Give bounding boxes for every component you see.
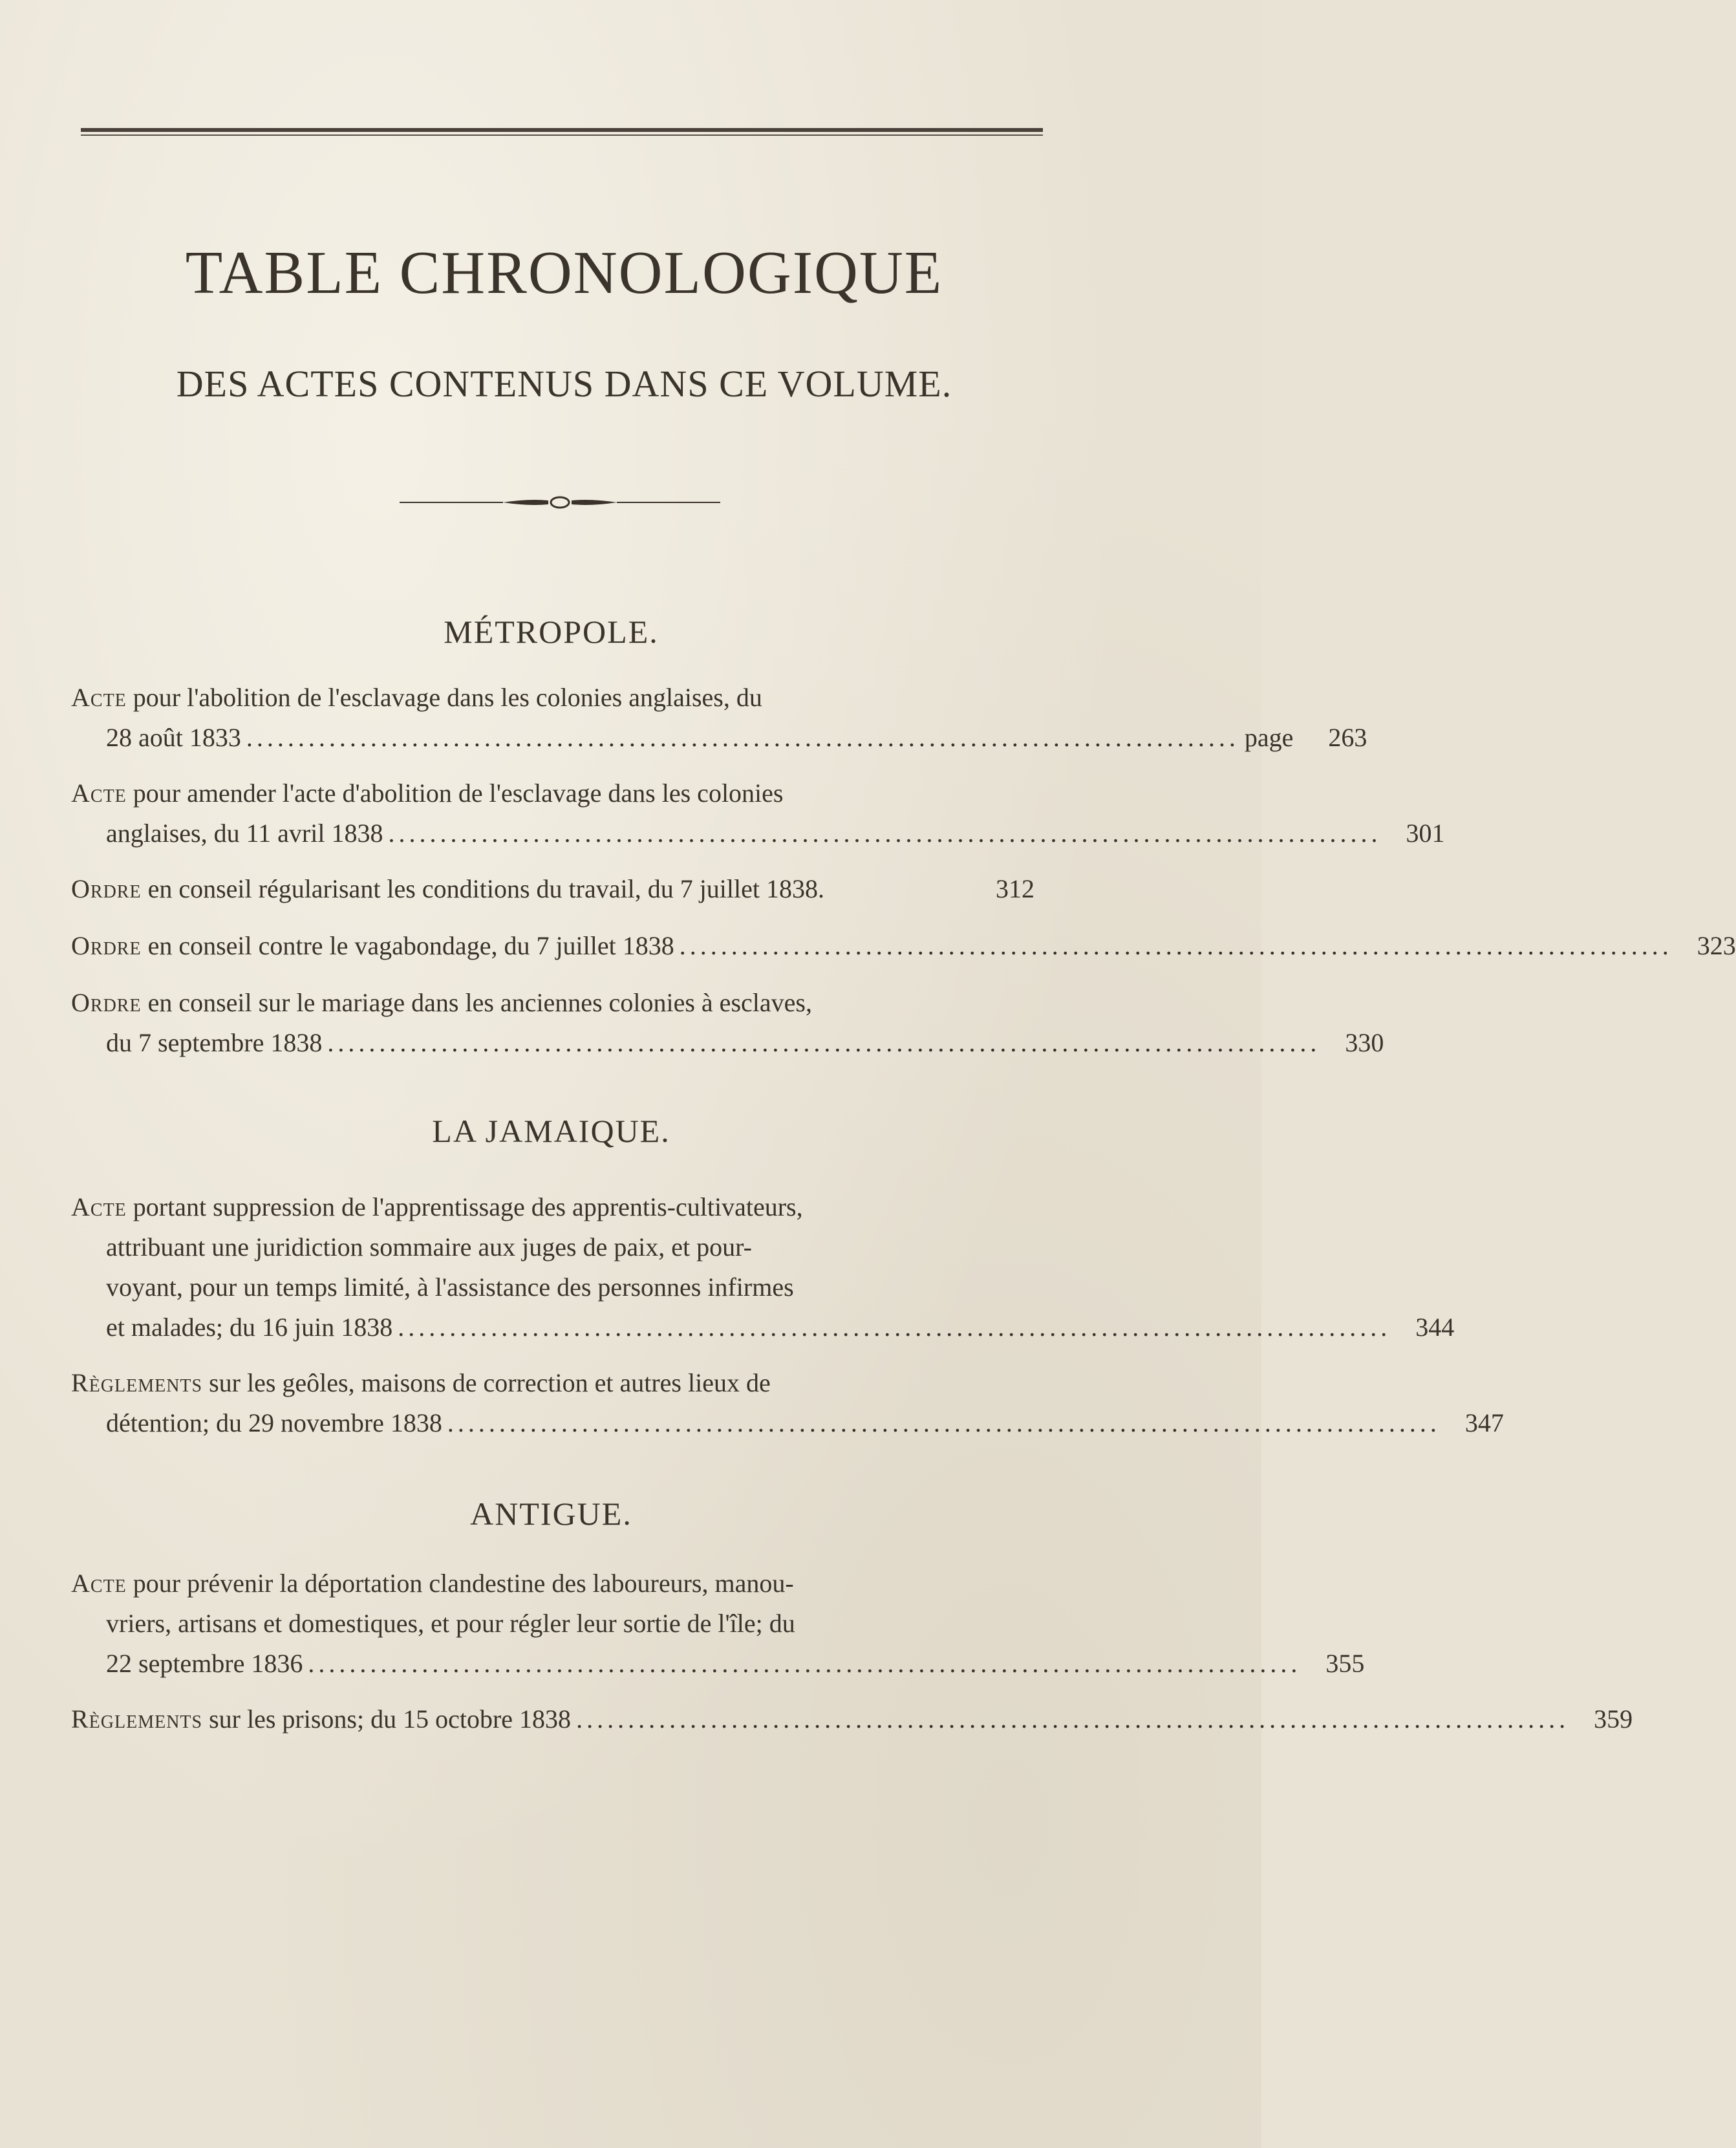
toc-entry <box>71 1363 1504 1443</box>
entry-text: sur les geôles, maisons de correction et autres lieux de <box>209 1368 771 1397</box>
toc-entry <box>71 983 1384 1063</box>
entry-leader-line <box>71 1644 1365 1684</box>
entry-text: pour prévenir la déportation clandestine des laboureurs, manou- <box>133 1569 794 1598</box>
toc-entry <box>71 1563 1365 1684</box>
entry-line: vriers, artisans et domestiques, et pour régler leur sortie de l'île; du <box>106 1609 795 1638</box>
dot-leader: ................................................................................................ <box>398 1313 1391 1342</box>
entry-text: sur les prisons; du 15 octobre 1838 <box>209 1704 572 1734</box>
entry-kind: Acte <box>71 1569 127 1598</box>
entry-text: du 7 septembre 1838 <box>106 1028 323 1057</box>
entry-kind: Acte <box>71 1192 127 1221</box>
rule-thick <box>81 128 1043 132</box>
page-number: 355 <box>1325 1649 1365 1678</box>
entry-text: détention; du 29 novembre 1838 <box>106 1408 442 1437</box>
section-title-metropole: MÉTROPOLE. <box>444 614 659 650</box>
entry-leader-line <box>71 1023 1384 1063</box>
page-number: 312 <box>996 874 1034 903</box>
dot-leader: ................................................................................................ <box>388 819 1382 848</box>
entry-line <box>71 1563 1034 1604</box>
page-word: page <box>1244 723 1294 752</box>
page-title: TABLE CHRONOLOGIQUE <box>185 239 943 306</box>
top-double-rule <box>81 128 1043 137</box>
page-number: 359 <box>1594 1704 1633 1734</box>
entry-kind: Ordre <box>71 931 142 960</box>
entry-leader-line <box>71 1699 1633 1739</box>
entry-text <box>71 926 674 966</box>
entry-text: 22 septembre 1836 <box>106 1649 303 1678</box>
dot-leader: ................................................................................................ <box>576 1704 1570 1734</box>
toc-entry <box>71 1187 1455 1348</box>
entry-text <box>71 869 824 909</box>
entry-line: attribuant une juridiction sommaire aux juges de paix, et pour- <box>106 1232 752 1262</box>
toc-entry <box>71 678 1367 758</box>
entry-leader-line <box>71 813 1445 854</box>
dot-leader: ................................................................................................ <box>308 1649 1302 1678</box>
entry-text: en conseil régularisant les conditions du travail, du 7 juillet 1838. <box>147 874 825 903</box>
entry-kind: Acte <box>71 683 127 712</box>
page-number: 301 <box>1406 819 1445 848</box>
entry-text: en conseil contre le vagabondage, du 7 juillet 1838 <box>147 931 674 960</box>
dot-leader: ................................................................................................ <box>246 723 1239 752</box>
entry-line <box>71 1187 1034 1227</box>
entry-text: anglaises, du 11 avril 1838 <box>106 819 383 848</box>
entry-leader-line <box>71 926 1736 966</box>
page-number: 330 <box>1345 1028 1384 1057</box>
entry-text: portant suppression de l'apprentissage des apprentis-cultivateurs, <box>133 1192 803 1221</box>
dot-leader: ................................................................................................ <box>447 1408 1441 1437</box>
entry-kind: Règlements <box>71 1704 203 1734</box>
entry-text: et malades; du 16 juin 1838 <box>106 1313 393 1342</box>
entry-leader-line <box>71 1403 1504 1443</box>
entry-line <box>71 678 1034 718</box>
entry-leader-line <box>71 1307 1455 1348</box>
page-number: 344 <box>1415 1313 1455 1342</box>
entry-kind: Acte <box>71 779 127 808</box>
toc-entry <box>71 773 1445 854</box>
entry-text: pour l'abolition de l'esclavage dans les colonies anglaises, du <box>133 683 762 712</box>
entry-kind: Ordre <box>71 874 142 903</box>
toc-entry <box>71 869 1034 909</box>
entry-line: voyant, pour un temps limité, à l'assistance des personnes infirmes <box>106 1273 794 1302</box>
section-title-jamaique: LA JAMAIQUE. <box>432 1113 670 1149</box>
entry-text: 28 août 1833 <box>106 723 241 752</box>
entry-leader-line <box>71 718 1367 758</box>
entry-line <box>71 1363 1034 1403</box>
entry-line <box>71 773 1034 813</box>
entry-line <box>71 983 1034 1023</box>
entry-text: pour amender l'acte d'abolition de l'esclavage dans les colonies <box>133 779 784 808</box>
dot-leader: ................................................................................................ <box>679 931 1673 960</box>
entry-kind: Ordre <box>71 988 142 1017</box>
rule-thin <box>81 134 1043 136</box>
ornament-divider-icon <box>400 491 720 513</box>
page-number: 263 <box>1328 723 1367 752</box>
toc-entry <box>71 1699 1633 1739</box>
toc-entry <box>71 926 1736 966</box>
entry-text <box>71 1699 571 1739</box>
page-subtitle: DES ACTES CONTENUS DANS CE VOLUME. <box>176 363 952 405</box>
page-number: 347 <box>1464 1408 1504 1437</box>
entry-kind: Règlements <box>71 1368 203 1397</box>
dot-leader: ................................................................................................ <box>327 1028 1321 1057</box>
section-title-antigue: ANTIGUE. <box>470 1496 632 1532</box>
entry-text: en conseil sur le mariage dans les anciennes colonies à esclaves, <box>147 988 812 1017</box>
page-number: 323 <box>1697 931 1736 960</box>
entry-leader-line <box>71 869 1034 909</box>
